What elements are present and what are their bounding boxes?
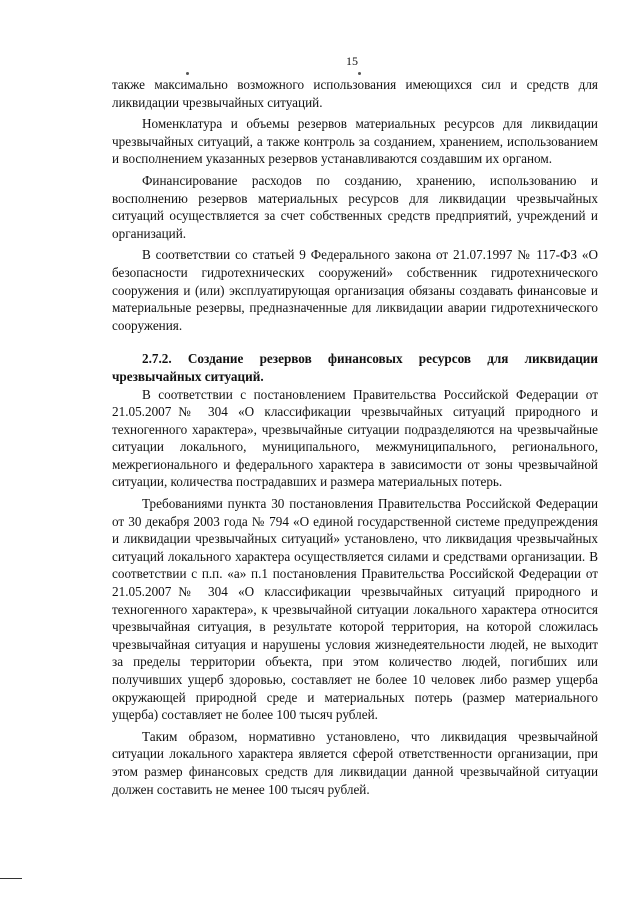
- paragraph-nomenclature: Номенклатура и объемы резервов материальных ресурсов для ликвидации чрезвычайных ситуаций, а также контроль за созданием, хранением, использованием и восполнением указанных резервов устанавливаются создавшим их органом.: [112, 116, 598, 167]
- paragraph-federal-law: В соответствии со статьей 9 Федерального закона от 21.07.1997 № 117-ФЗ «О безопасности гидротехнических сооружений» собственник гидротехнического сооружения и (или) эксплуатирующая организация обязаны создавать финансовые и материальные резервы, предназначенные для ликвидации аварии гидротехнического сооружения.: [112, 247, 598, 333]
- scan-speck: [358, 72, 361, 75]
- document-body: [112, 76, 598, 802]
- paragraph-conclusion: Таким образом, нормативно установлено, что ликвидация чрезвычайной ситуации локального характера является сферой ответственности организации, при этом размер финансовых средств для ликвидации данной чрезвычайной ситуации должен составить не менее 100 тысяч рублей.: [112, 728, 598, 797]
- paragraph-classification: В соответствии с постановлением Правительства Российской Федерации от 21.05.2007№ 304 «О классификации чрезвычайных ситуаций природного и техногенного характера», чрезвычайные ситуации подразделяются на чрезвычайные ситуации локального, муниципального, межмуниципального, регионального, межрегионального и федерального характера в зависимости от зоны чрезвычайной ситуации, количества пострадавших и размера материальных потерь.: [112, 386, 598, 490]
- page-number: 15: [346, 54, 358, 68]
- paragraph-requirements: Требованиями пункта 30 постановления Правительства Российской Федерации от 30 декабря 2003 года № 794 «О единой государственной системе предупреждения и ликвидации чрезвычайных ситуаций» установлено, что ликвидация чрезвычайных ситуаций локального характера осуществляется силами и средствами организации. В соответствии с п.п. «а» п.1 постановления Правительства Российской Федерации от 21.05.2007№ 304 «О классификации чрезвычайных ситуаций природного и техногенного характера», к чрезвычайной ситуации локального характера относится чрезвычайная ситуация, в результате которой территория, на которой сложилась чрезвычайная ситуация и нарушены условия жизнедеятельности людей, не выходит за пределы территории объекта, при этом количество людей, погибших или получивших ущерб здоровью, составляет не более 10 человек либо размер ущерба окружающей природной среде и материальных потерь (размер материального ущерба) составляет не более 100 тысяч рублей.: [112, 496, 598, 723]
- paragraph-resources-use: также максимально возможного использования имеющихся сил и средств для ликвидации чрезвычайных ситуаций.: [112, 77, 598, 110]
- paragraph-financing: Финансирование расходов по созданию, хранению, использованию и восполнению резервов материальных ресурсов для ликвидации чрезвычайных ситуаций осуществляется за счет собственных средств предприятий, учреждений и организаций.: [112, 172, 598, 241]
- scan-speck: [186, 72, 189, 75]
- section-heading: 2.7.2. Создание резервов финансовых ресурсов для ликвидации чрезвычайных ситуаций.: [112, 351, 598, 384]
- margin-mark: [0, 878, 22, 879]
